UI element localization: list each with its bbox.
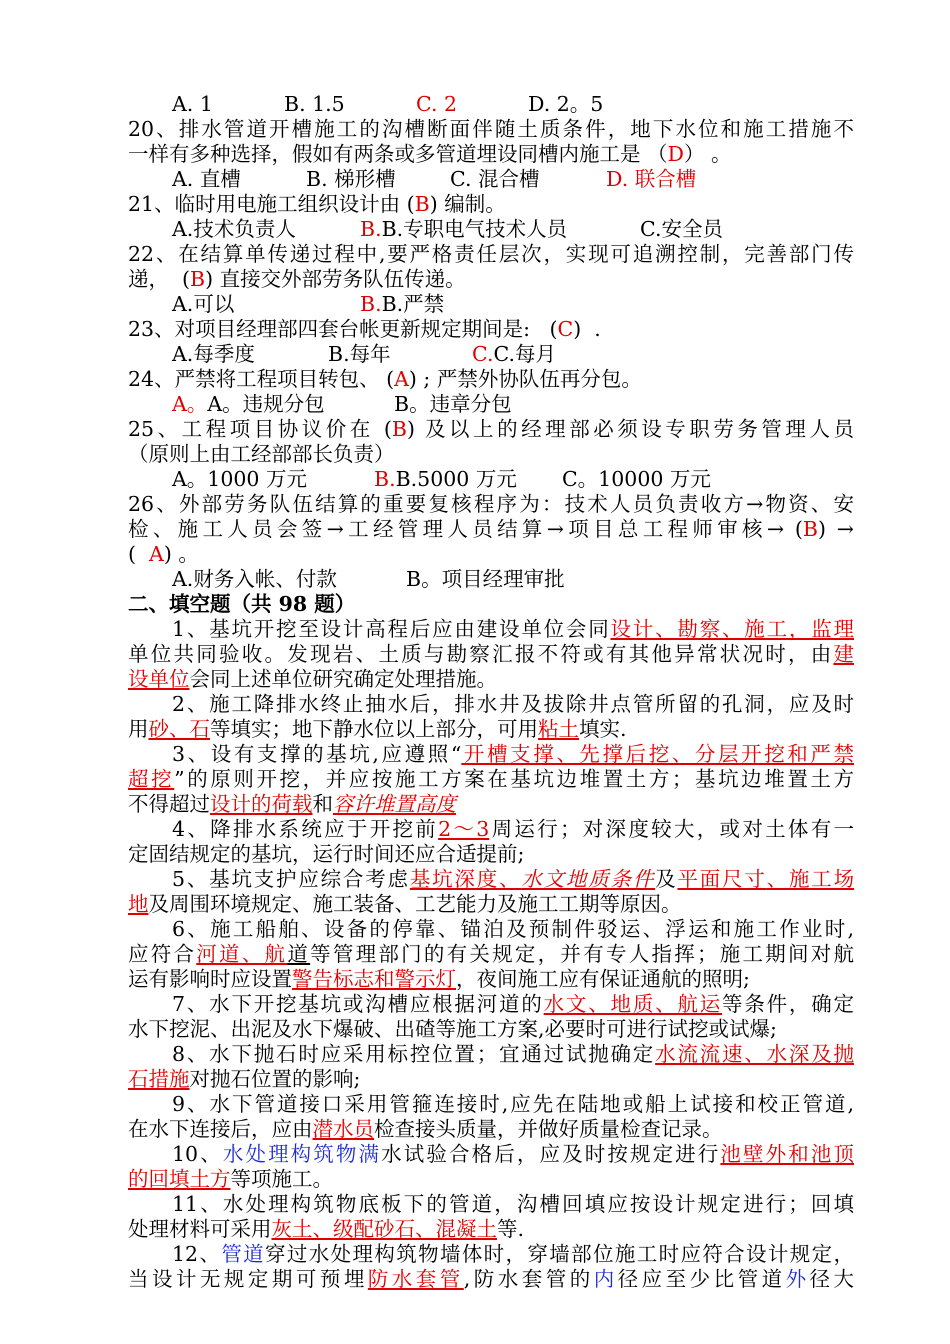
q24-question: 24、严禁将工程项目转包、 (A) ; 严禁外协队伍再分包。: [128, 367, 642, 391]
q25-option-b: B.B.5000 万元: [374, 467, 517, 491]
q23-option-c: C.C.每月: [472, 342, 556, 366]
f8-line2: 石措施对抛石位置的影响;: [128, 1067, 361, 1091]
q20-line2: 一样有多种选择，假如有两条或多管道埋设同槽内施工是 （D） 。: [128, 142, 732, 166]
f5-answer3: 平面尺寸: [677, 867, 767, 891]
f8-answer2: 石措施: [128, 1067, 190, 1091]
f3-answer1b: 超挖: [128, 767, 175, 791]
f6-answer2: 警告标志和警示灯: [292, 967, 456, 991]
f12-answer: 防水套管: [367, 1267, 464, 1291]
q19-option-d: D. 2。5: [528, 92, 604, 116]
q21-answer: B: [414, 192, 430, 216]
f1-line2: 单位共同验收。发现岩、土质与勘察汇报不符或有其他异常状况时，由建: [128, 642, 854, 666]
q25-option-a: A。1000 万元: [172, 467, 307, 491]
q25-answer: B: [391, 417, 407, 441]
q24-answer: A: [394, 367, 409, 391]
q23-option-a: A.每季度: [172, 342, 255, 366]
f1-answer2b: 设单位: [128, 667, 190, 691]
q24-option-b: B。违章分包: [394, 392, 512, 416]
q22-option-b: B.B.严禁: [360, 292, 445, 316]
f5-answer2: 水文地质条件: [521, 867, 656, 891]
q22-option-a: A.可以: [172, 292, 235, 316]
f7-line1: 7、水下开挖基坑或沟槽应根据河道的水文、地质、航运等条件，确定: [172, 992, 855, 1016]
f3-line3: 不得超过设计的荷载和容许堆置高度: [128, 792, 456, 816]
f5-answer4b: 地: [128, 892, 149, 916]
q20-line1: 20、排水管道开槽施工的沟槽断面伴随土质条件，地下水位和施工措施不: [128, 117, 854, 141]
f1-line3: 设单位会同上述单位研究确定处理措施。: [128, 667, 497, 691]
f3-line2: 超挖”的原则开挖，并应按施工方案在基坑边堆置土方；基坑边堆置土方: [128, 767, 855, 791]
f3-line1: 3、设有支撑的基坑,应遵照“开槽支撑、先撑后挖、分层开挖和严禁: [172, 742, 855, 766]
f10-answer2: 的回填土方: [128, 1167, 231, 1191]
q23-answer: C: [557, 317, 574, 341]
f10-line1: 10、水处理构筑物满水试验合格后，应及时按规定进行池壁外和池顶: [172, 1142, 855, 1166]
q24-option-a: A。A。违规分包: [172, 392, 325, 416]
f5-answer1: 基坑深度: [409, 867, 500, 891]
f7-line2: 水下挖泥、出泥及水下爆破、出碴等施工方案,必要时可进行试挖或试爆;: [128, 1017, 777, 1041]
q26-line2: 检、施工人员会签→工经管理人员结算→项目总工程师审核→ (B) →: [128, 517, 854, 541]
q21-option-c: C.安全员: [640, 217, 723, 241]
f9-line1: 9、水下管道接口采用管箍连接时,应先在陆地或船上试接和校正管道,: [172, 1092, 854, 1116]
q20-option-a: A. 直槽: [172, 167, 241, 191]
q20-option-c: C. 混合槽: [450, 167, 540, 191]
f6-line2: 应符合河道、航道等管理部门的有关规定，并有专人指挥；施工期间对航: [128, 942, 855, 966]
f11-line2: 处理材料可采用灰土、级配砂石、混凝土等.: [128, 1217, 525, 1241]
f5-line1: 5、基坑支护应综合考虑基坑深度、水文地质条件及平面尺寸、施工场: [172, 867, 855, 891]
f2-line1: 2、施工降排水终止抽水后，排水井及拔除井点管所留的孔洞，应及时: [172, 692, 854, 716]
f1-answer2a: 建: [833, 642, 854, 666]
q19-option-a: A. 1: [172, 92, 213, 116]
q26-answer2: A: [149, 542, 164, 566]
q26-line1: 26、外部劳务队伍结算的重要复核程序为：技术人员负责收方→物资、安: [128, 492, 854, 516]
f3-answer1a: 开槽支撑、先撑后挖、分层开挖和严禁: [461, 742, 855, 766]
q26-line3: ( A) 。: [128, 542, 199, 566]
f2-line2: 用砂、石等填实；地下静水位以上部分，可用粘土填实.: [128, 717, 627, 741]
q26-option-b: B。项目经理审批: [406, 567, 565, 591]
f5-line2: 地及周围环境规定、施工装备、工艺能力及施工工期等原因。: [128, 892, 682, 916]
q25-line1: 25、工程项目协议价在 (B) 及以上的经理部必须设专职劳务管理人员: [128, 417, 854, 441]
q21-option-b: B.B.专职电气技术人员: [360, 217, 568, 241]
f12-line1: 12、管道穿过水处理构筑物墙体时，穿墙部位施工时应符合设计规定，: [172, 1242, 854, 1266]
q22-answer: B: [190, 267, 206, 291]
f6-line1: 6、施工船舶、设备的停靠、锚泊及预制件驳运、浮运和施工作业时,: [172, 917, 854, 941]
f2-answer1: 砂、石: [148, 717, 210, 741]
q21-option-a: A.技术负责人: [172, 217, 296, 241]
f9-answer: 潜水员: [312, 1117, 374, 1141]
q22-line2: 递， (B) 直接交外部劳务队伍传递。: [128, 267, 466, 291]
f12-line2: 当设计无规定期可预埋防水套管,防水套管的内径应至少比管道外径大: [128, 1267, 855, 1291]
q23-question: 23、对项目经理部四套台帐更新规定期间是: (C) .: [128, 317, 601, 341]
f3-answer2: 设计的荷载: [210, 792, 313, 816]
q25-option-c: C。10000 万元: [562, 467, 711, 491]
f11-answer: 灰土、级配砂石、混凝土: [271, 1217, 497, 1241]
q26-answer1: B: [802, 517, 818, 541]
q26-option-a: A.财务入帐、付款: [172, 567, 337, 591]
f8-answer1: 水流流速、水深及抛: [655, 1042, 854, 1066]
f7-answer: 水文、地质、航运: [543, 992, 723, 1016]
f1-answer1: 设计、勘察、施工，监理: [610, 617, 854, 641]
q19-option-b: B. 1.5: [284, 92, 345, 116]
f6-answer1: 河道、航: [196, 942, 288, 966]
q20-option-d: D. 联合槽: [606, 167, 697, 191]
f4-line1: 4、降排水系统应于开挖前2～3周运行；对深度较大，或对土体有一: [172, 817, 855, 841]
f3-answer3: 容许堆置高度: [333, 792, 456, 816]
f1-line1: 1、基坑开挖至设计高程后应由建设单位会同设计、勘察、施工，监理: [172, 617, 854, 641]
f6-line3: 运有影响时应设置警告标志和警示灯，夜间施工应有保证通航的照明;: [128, 967, 750, 991]
f4-answer: 2～3: [438, 817, 490, 841]
q20-answer: D: [667, 142, 684, 166]
f10-answer1: 池壁外和池顶: [720, 1142, 855, 1166]
q23-option-b: B.每年: [328, 342, 391, 366]
q19-option-c: C. 2: [416, 92, 458, 116]
f5-answer4a: 施工场: [788, 867, 855, 891]
f9-line2: 在水下连接后，应由潜水员检查接头质量，并做好质量检查记录。: [128, 1117, 723, 1141]
f8-line1: 8、水下抛石时应采用标控位置；宜通过试抛确定水流流速、水深及抛: [172, 1042, 854, 1066]
f2-answer2: 粘土: [538, 717, 579, 741]
f10-line2: 的回填土方等项施工。: [128, 1167, 333, 1191]
f11-line1: 11、水处理构筑物底板下的管道，沟槽回填应按设计规定进行；回填: [172, 1192, 854, 1216]
q20-option-b: B. 梯形槽: [306, 167, 396, 191]
section-heading: 二、填空题（共 98 题）: [128, 592, 356, 616]
q22-line1: 22、在结算单传递过程中,要严格责任层次，实现可追溯控制，完善部门传: [128, 242, 854, 266]
q21-question: 21、临时用电施工组织设计由 (B) 编制。: [128, 192, 506, 216]
f4-line2: 定固结规定的基坑，运行时间还应合适提前;: [128, 842, 525, 866]
q25-line2: （原则上由工经部部长负责）: [128, 442, 395, 466]
